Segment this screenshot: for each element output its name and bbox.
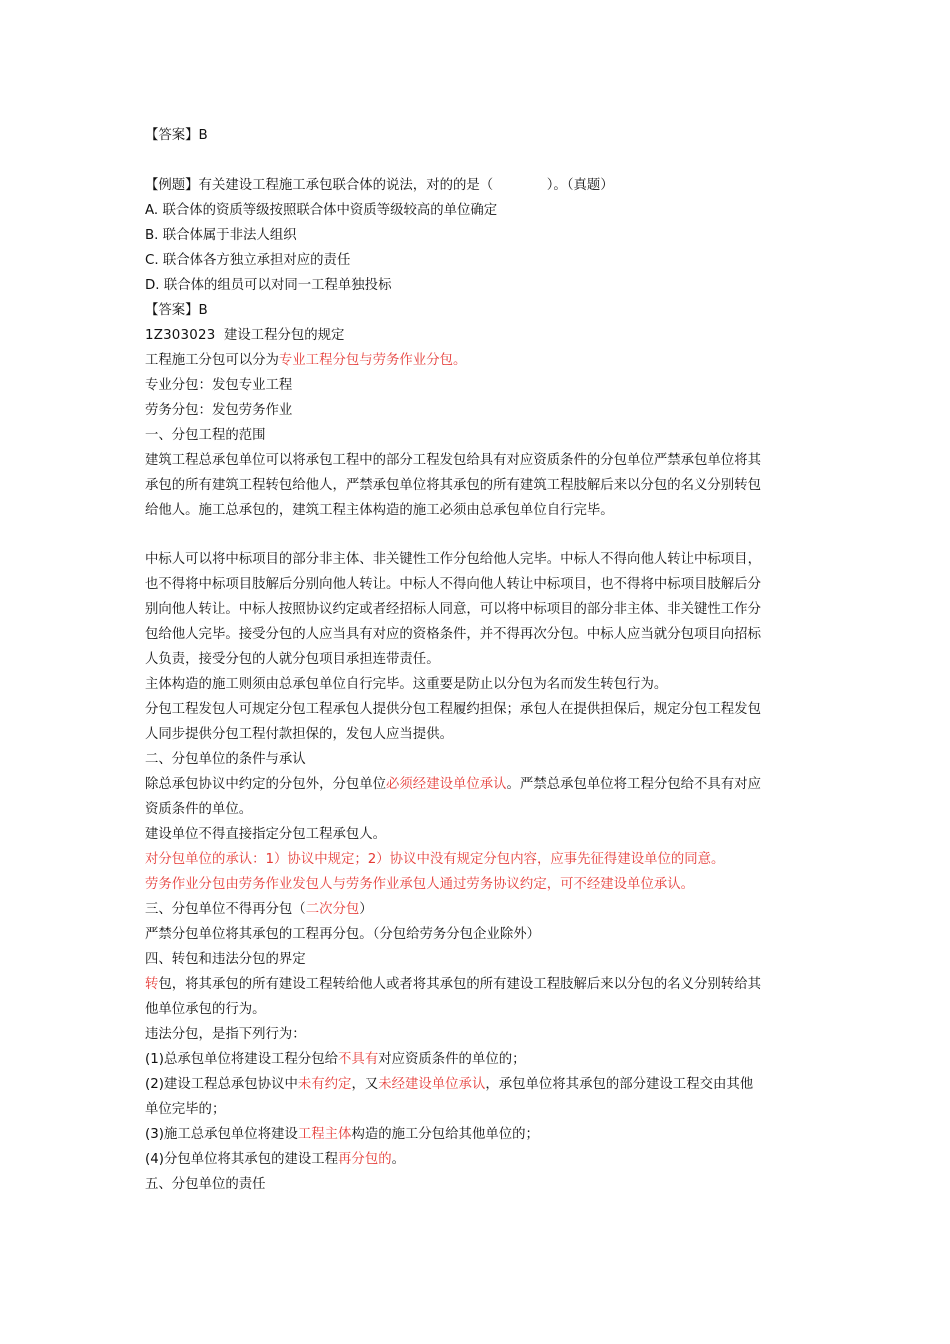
subheading [145,900,810,920]
highlight-text: 再分包的 [338,1152,392,1167]
paragraph-line: 给他人。施工总承包的，建筑工程主体构造的施工必须由总承包单位自行完毕。 [145,503,614,518]
text-span: (3)施工总承包单位将建设 [145,1127,298,1142]
paragraph-line: 别向他人转让。中标人按照协议约定或者经招标人同意，可以将中标项目的部分非主体、非关键性工作分 [145,602,761,617]
subheading: 一、分包工程的范围 [145,428,266,443]
text-span: 工程施工分包可以分为 [145,353,279,368]
text-span: (4)分包单位将其承包的建设工程 [145,1152,339,1167]
highlight-text: 未有约定 [297,1077,352,1092]
paragraph-line: 专业分包：发包专业工程 [145,378,293,393]
paragraph-line: 劳务分包：发包劳务作业 [145,403,293,418]
paragraph-line: 建筑工程总承包单位可以将承包工程中的部分工程发包给具有对应资质条件的分包单位严禁承包单位将其 [145,453,761,468]
paragraph-line: 单位完毕的； [145,1102,226,1117]
paragraph-line: 承包的所有建筑工程转包给他人，严禁承包单位将其承包的所有建筑工程肢解后来以分包的名义分别转包 [145,478,761,493]
highlight-text: 二次分包 [305,902,360,917]
list-item [145,1050,810,1070]
text-span: ，承包单位将其承包的部分建设工程交由其他 [485,1077,754,1092]
paragraph-line: 也不得将中标项目肢解后分别向他人转让。中标人不得向他人转让中标项目，也不得将中标项目肢解后分 [145,577,761,592]
option-a: A. 联合体的资质等级按照联合体中资质等级较高的单位确定 [145,203,498,218]
paragraph-line: 分包工程发包人可规定分包工程承包人提供分包工程履约担保；承包人在提供担保后，规定分包工程发包 [145,702,761,717]
answer-line: 【答案】B [145,128,208,143]
paragraph-line: 中标人可以将中标项目的部分非主体、非关键性工作分包给他人完毕。中标人不得向他人转让中标项目， [145,552,761,567]
list-item [145,1075,810,1095]
highlight-text: 未经建设单位承认 [378,1077,486,1092]
section-code: 1Z303023 [145,328,216,343]
option-d: D. 联合体的组员可以对同一工程单独投标 [145,278,392,293]
text-span: 。严禁总承包单位将工程分包给不具有对应 [506,777,761,792]
list-item [145,1150,810,1170]
paragraph-line [145,775,810,795]
paragraph-line: 主体构造的施工则须由总承包单位自行完毕。这重要是防止以分包为名而发生转包行为。 [145,677,668,692]
list-item [145,1125,810,1145]
text-span: 包，将其承包的所有建设工程转给他人或者将其承包的所有建设工程肢解后来以分包的名义分别转给其 [158,977,761,992]
paragraph-line: 资质条件的单位。 [145,802,253,817]
paragraph-line: 他单位承包的行为。 [145,1002,266,1017]
text-span: (2)建设工程总承包协议中 [145,1077,298,1092]
paragraph-line: 违法分包，是指下列行为： [145,1027,306,1042]
text-span: (1)总承包单位将建设工程分包给 [145,1052,339,1067]
paragraph-line: 严禁分包单位将其承包的工程再分包。（分包给劳务分包企业除外） [145,927,541,942]
highlight-line: 劳务作业分包由劳务作业发包人与劳务作业承包人通过劳务协议约定，可不经建设单位承认。 [145,877,695,892]
example-question: 【例题】有关建设工程施工承包联合体的说法，对的的是（ ）。（真题） [145,178,614,193]
section-title: 建设工程分包的规定 [223,328,345,343]
text-span: 。 [391,1152,405,1167]
paragraph-line [145,351,810,371]
text-span: ，又 [351,1077,379,1092]
highlight-text: 不具有 [338,1052,379,1067]
highlight-line: 对分包单位的承认：1）协议中规定；2）协议中没有规定分包内容，应事先征得建设单位的同意。 [145,852,725,867]
paragraph-line: 人负责，接受分包的人就分包项目承担连带责任。 [145,652,440,667]
subheading: 四、转包和违法分包的界定 [145,952,306,967]
section-heading [145,326,810,346]
highlight-text: 转 [145,977,159,992]
text-span: 三、分包单位不得再分包（ [145,902,306,917]
highlight-text: 必须经建设单位承认 [386,777,507,792]
highlight-text: 专业工程分包与劳务作业分包。 [278,353,467,368]
paragraph-line: 包给他人完毕。接受分包的人应当具有对应的资格条件，并不得再次分包。中标人应当就分包项目向招标 [145,627,761,642]
highlight-text: 工程主体 [297,1127,352,1142]
option-b: B. 联合体属于非法人组织 [145,228,297,243]
text-span: 除总承包协议中约定的分包外，分包单位 [145,777,387,792]
text-span: 构造的施工分包给其他单位的； [351,1127,539,1142]
answer-line: 【答案】B [145,303,208,318]
paragraph-line [145,975,810,995]
subheading: 二、分包单位的条件与承认 [145,752,306,767]
paragraph-line: 建设单位不得直接指定分包工程承包人。 [145,827,387,842]
option-c: C. 联合体各方独立承担对应的责任 [145,253,351,268]
paragraph-line: 人同步提供分包工程付款担保的，发包人应当提供。 [145,727,453,742]
subheading: 五、分包单位的责任 [145,1177,266,1192]
text-span: ） [359,902,373,917]
text-span: 对应资质条件的单位的； [378,1052,526,1067]
